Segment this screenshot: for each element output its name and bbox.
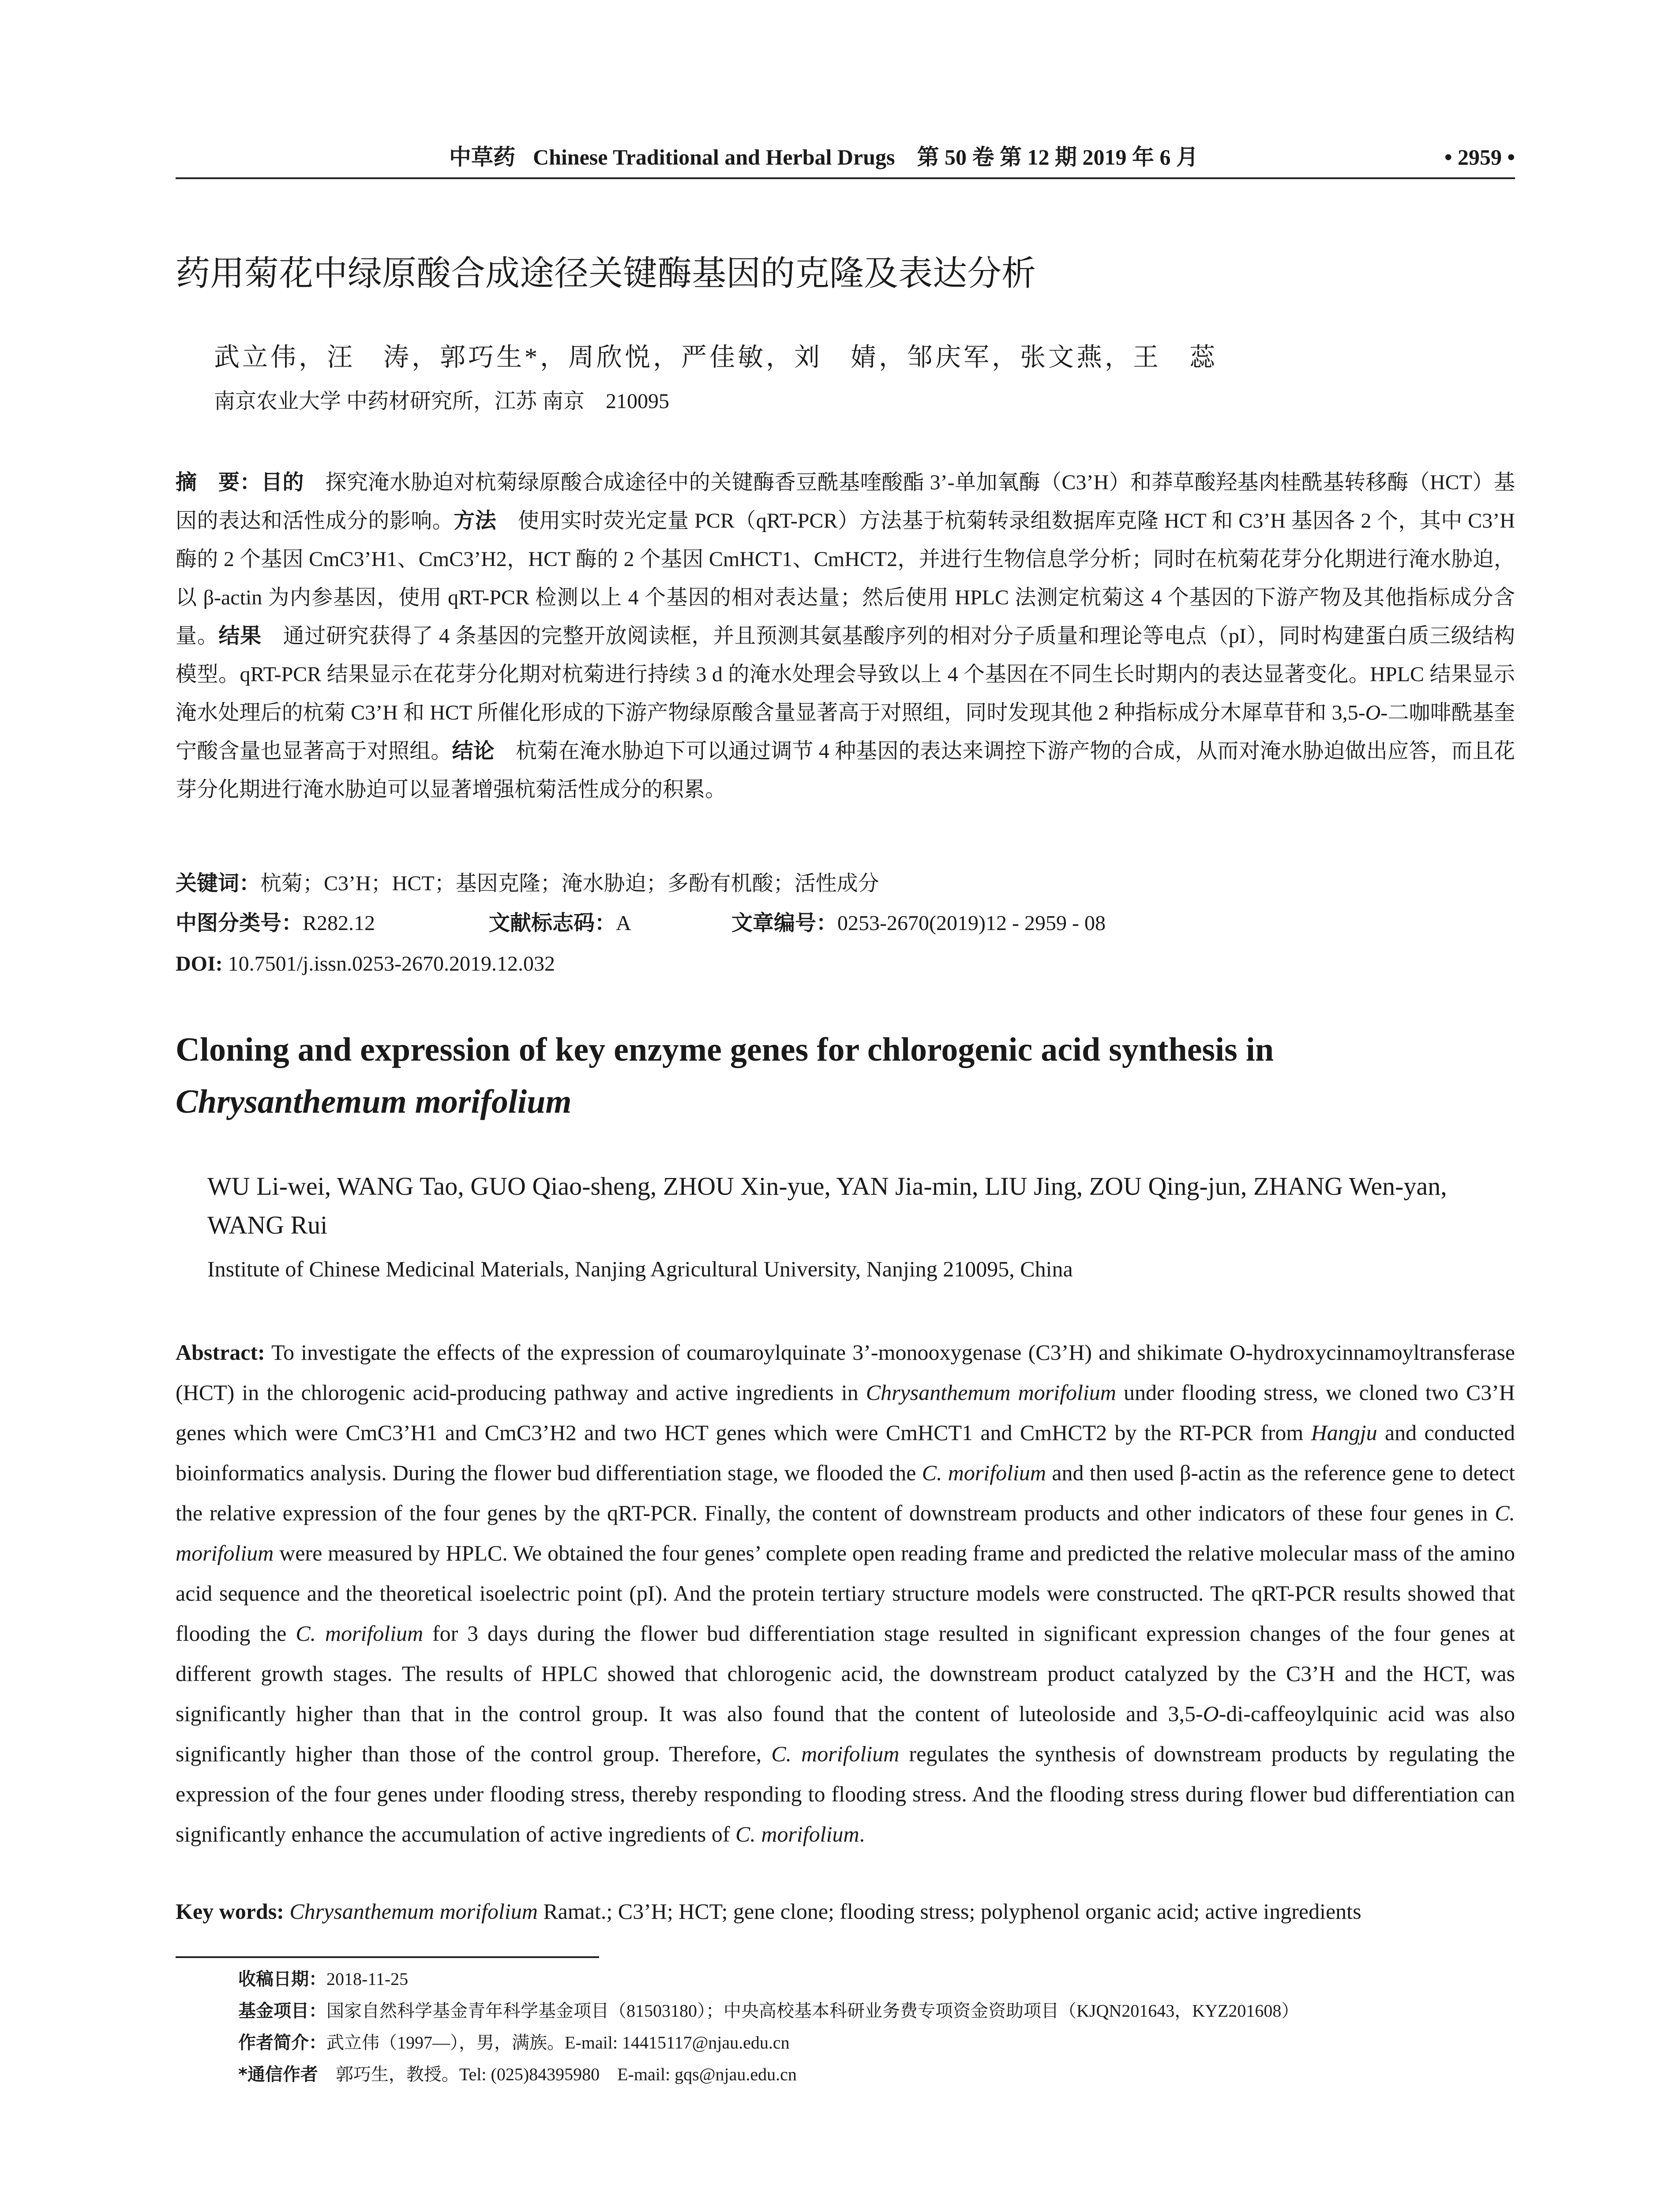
article-no-label: 文章编号： (731, 911, 838, 935)
footnotes (238, 1963, 1515, 2090)
en-keywords-text: Ramat.; C3’H; HCT; gene clone; flooding stress; polyphenol organic acid; active ingredients (537, 1899, 1361, 1924)
en-abstract-italic-o: O (1203, 1701, 1219, 1726)
cn-results-italic-o: O (1365, 701, 1381, 724)
doc-code-value: A (616, 912, 631, 935)
cn-objective-label: 目的 (261, 470, 304, 495)
cn-keywords (176, 866, 1515, 901)
page-number: • 2959 • (1444, 145, 1515, 169)
en-abstract-text-9: . (859, 1822, 865, 1846)
en-title-line1: Cloning and expression of key enzyme genes for chlorogenic acid synthesis in (176, 1031, 1274, 1068)
cn-abstract (176, 463, 1515, 809)
en-abstract-text-1: To investigate the effects of the expression of coumaroylquinate 3’-monooxygenase (C3’H) and shikimate O-hydroxycinnamoyltransferase (HCT) in the chlorogenic acid-producing pathway and active ingredients in (176, 1340, 1515, 1405)
article-no-value: 0253-2670(2019)12 - 2959 - 08 (837, 912, 1106, 935)
cn-objective-text: 探究淹水胁迫对杭菊绿原酸合成途径中的关键酶香豆酰基喹酸酯 3’-单加氧酶（C3’H）和莽草酸羟基肉桂酰基转移酶（HCT）基因的表达和活性成分的影响。 (176, 471, 1515, 533)
en-abstract-text-2: under flooding stress, we cloned two C3’H genes which were CmC3’H1 and CmC3’H2 and two HCT genes which were CmHCT1 and CmHCT2 by the RT-PCR from (176, 1380, 1515, 1445)
en-title (176, 1024, 1515, 1128)
cn-conclusion-label: 结论 (452, 739, 495, 763)
cn-results-text-1: 通过研究获得了 4 条基因的完整开放阅读框，并且预测其氨基酸序列的相对分子质量和理论等电点（pI），同时构建蛋白质三级结构模型。qRT-PCR 结果显示在花芽分化期对杭菊进行持续 3 d 的淹水处理会导致以上 4 个基因在不同生长时期内的表达显著变化。HPLC 结果显示淹水处理后的杭菊 C3’H 和 HCT 所催化形成的下游产物绿原酸含量显著高于对照组，同时发现其他 2 种指标成分木犀草苷和 3,5- (176, 624, 1515, 724)
footnote-received (238, 1963, 1515, 1995)
en-abstract-species: Chrysanthemum morifolium (866, 1380, 1116, 1405)
en-abstract-text-4: and then used β-actin as the reference gene to detect the relative expression of the four genes by the qRT-PCR. Finally, the content of downstream products and other indicators of these four genes in (176, 1460, 1515, 1525)
en-title-line2: Chrysanthemum morifolium (176, 1083, 572, 1120)
clc-value: R282.12 (303, 912, 375, 935)
footnote-author (238, 2027, 1515, 2059)
journal-name-cn: 中草药 (449, 145, 515, 169)
en-affiliation: Institute of Chinese Medicinal Materials, Nanjing Agricultural University, Nanjing 210095, China (207, 1257, 1073, 1281)
cn-results-text-2: -二咖啡酰基奎宁酸含量也显著高于对照组。 (176, 701, 1515, 763)
author-value: 武立伟（1997—），男，满族。E-mail: 14415117@njau.edu.cn (326, 2033, 790, 2052)
journal-header (449, 139, 1198, 175)
footnote-rule (176, 1956, 599, 1958)
author-label: 作者简介： (238, 2033, 326, 2053)
cn-title: 药用菊花中绿原酸合成途径关键酶基因的克隆及表达分析 (176, 254, 1036, 293)
en-abstract-hangju: Hangju (1311, 1420, 1377, 1445)
running-header (176, 139, 1515, 175)
en-abstract-text-3: and conducted bioinformatics analysis. During the flower bud differentiation stage, we flooded the (176, 1420, 1515, 1485)
en-abstract-text-5: were measured by HPLC. We obtained the four genes’ complete open reading frame and predicted the relative molecular mass of the amino acid sequence and the theoretical isoelectric point (pI). And the protein tertiary structure models were constructed. The qRT-PCR results showed that flooding the (176, 1541, 1515, 1646)
en-abstract-text-6: for 3 days during the flower bud differentiation stage resulted in significant expression changes of the four genes at different growth stages. The results of HPLC showed that chlorogenic acid, the downstream product catalyzed by the C3’H and the HCT, was significantly higher than that in the control group. It was also found that the content of luteoloside and 3,5- (176, 1621, 1515, 1726)
en-abstract-species-abbr: C. morifolium (296, 1621, 424, 1646)
cn-authors: 武立伟，汪 涛，郭巧生*，周欣悦，严佳敏，刘 婧，邹庆军，张文燕，王 蕊 (214, 343, 1218, 371)
cn-keywords-text: 杭菊；C3’H；HCT；基因克隆；淹水胁迫；多酚有机酸；活性成分 (260, 872, 879, 895)
footnote-corresponding (238, 2059, 1515, 2090)
en-abstract-species-abbr: C. morifolium (735, 1822, 859, 1846)
cn-conclusion-text: 杭菊在淹水胁迫下可以通过调节 4 种基因的表达来调控下游产物的合成，从而对淹水胁迫做出应答，而且花芽分化期进行淹水胁迫可以显著增强杭菊活性成分的积累。 (176, 739, 1515, 801)
en-abstract-species-abbr: C. morifolium (176, 1501, 1515, 1565)
doi-line (176, 946, 1515, 982)
cn-keywords-label: 关键词： (176, 871, 261, 896)
en-abstract-text-8: regulates the synthesis of downstream products by regulating the expression of the four genes under flooding stress, thereby responding to flooding stress. And the flooding stress during flower bud differentiation can significantly enhance the accumulation of active ingredients of (176, 1741, 1515, 1846)
doi-value: 10.7501/j.issn.0253-2670.2019.12.032 (228, 952, 555, 975)
doi-label: DOI: (176, 952, 223, 975)
corr-label: *通信作者 (238, 2064, 318, 2085)
en-abstract-label: Abstract: (176, 1340, 265, 1365)
en-abstract-species-abbr: C. morifolium (771, 1741, 900, 1766)
received-value: 2018-11-25 (326, 1969, 409, 1989)
cn-abstract-label: 摘 要： (176, 470, 261, 495)
header-rule (176, 177, 1515, 179)
en-abstract-species-abbr: C. morifolium (922, 1460, 1046, 1485)
cn-methods-text: 使用实时荧光定量 PCR（qRT-PCR）方法基于杭菊转录组数据库克隆 HCT 和 C3’H 基因各 2 个，其中 C3’H 酶的 2 个基因 CmC3’H1、CmC3’H2，HCT 酶的 2 个基因 CmHCT1、CmHCT2，并进行生物信息学分析；同时在杭菊花芽分化期进行淹水胁迫，以 β-actin 为内参基因，使用 qRT-PCR 检测以上 4 个基因的相对表达量；然后使用 HPLC 法测定杭菊这 4 个基因的下游产物及其他指标成分含量。 (176, 509, 1515, 648)
received-label: 收稿日期： (238, 1969, 326, 1989)
corr-value: 郭巧生，教授。Tel: (025)84395980 E-mail: gqs@njau.edu.cn (335, 2064, 797, 2084)
en-abstract (176, 1332, 1515, 1854)
en-keywords-label: Key words: (176, 1899, 284, 1924)
doc-code-cell (489, 905, 631, 941)
doc-code-label: 文献标志码： (489, 911, 616, 935)
footnote-fund (238, 1995, 1515, 2027)
article-no-cell (731, 905, 1106, 941)
journal-name-en: Chinese Traditional and Herbal Drugs (533, 145, 895, 169)
cn-methods-label: 方法 (454, 508, 497, 533)
clc-label: 中图分类号： (176, 911, 303, 935)
en-authors: WU Li-wei, WANG Tao, GUO Qiao-sheng, ZHOU Xin-yue, YAN Jia-min, LIU Jing, ZOU Qing-jun, ZHANG Wen-yan, WANG Rui (207, 1172, 1447, 1239)
clc-cell (176, 905, 375, 941)
journal-issue: 第 50 卷 第 12 期 2019 年 6 月 (917, 145, 1198, 169)
fund-value: 国家自然科学基金青年科学基金项目（81503180）；中央高校基本科研业务费专项资金资助项目（KJQN201643，KYZ201608） (326, 2001, 1299, 2021)
fund-label: 基金项目： (238, 2001, 326, 2021)
en-keywords (176, 1894, 1515, 1929)
en-keywords-species: Chrysanthemum morifolium (289, 1899, 538, 1924)
en-abstract-text-7: -di-caffeoylquinic acid was also significantly higher than those of the control group. Therefore, (176, 1701, 1515, 1766)
cn-classification-row (176, 905, 1515, 941)
cn-results-label: 结果 (218, 623, 262, 648)
cn-affiliation: 南京农业大学 中药材研究所，江苏 南京 210095 (214, 390, 670, 413)
